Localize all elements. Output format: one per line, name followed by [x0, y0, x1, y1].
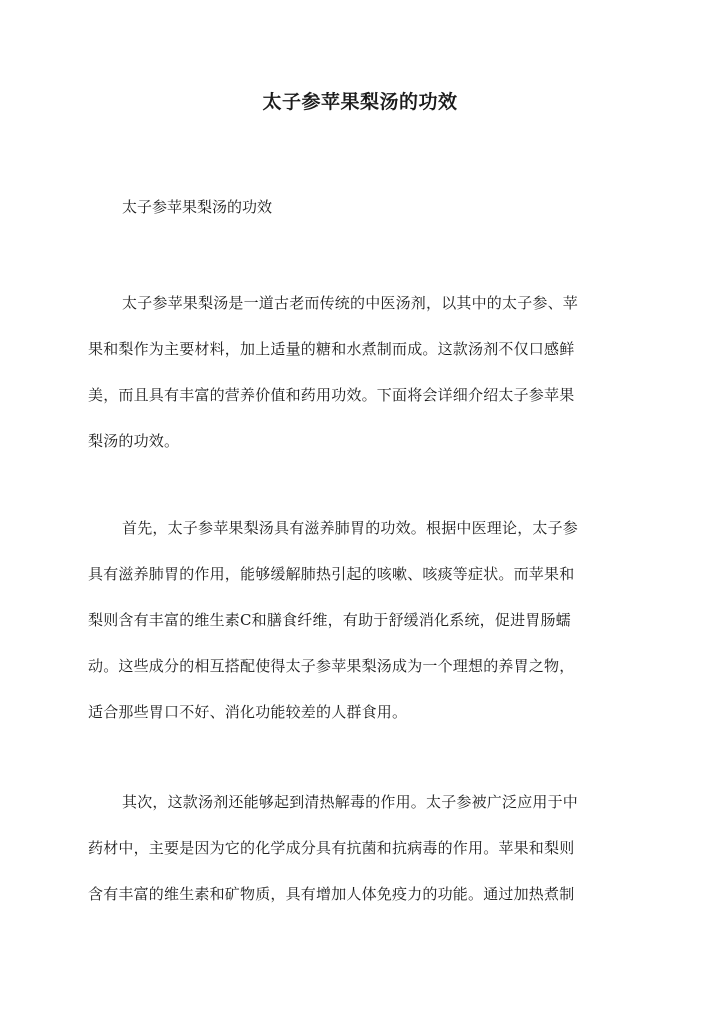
paragraph-intro [88, 292, 578, 476]
paragraph-line: 果和梨作为主要材料，加上适量的糖和水煮制而成。这款汤剂不仅口感鲜 [88, 340, 575, 358]
paragraph-line: 梨则含有丰富的维生素C和膳食纤维，有助于舒缓消化系统，促进胃肠蠕 [88, 611, 571, 629]
paragraph-line: 动。这些成分的相互搭配使得太子参苹果梨汤成为一个理想的养胃之物， [88, 657, 575, 675]
section-heading: 太子参苹果梨汤的功效 [122, 198, 273, 216]
paragraph-line: 适合那些胃口不好、消化功能较差的人群食用。 [88, 703, 408, 721]
paragraph-line: 首先，太子参苹果梨汤具有滋养肺胃的功效。根据中医理论，太子参 [122, 519, 579, 537]
paragraph-line: 含有丰富的维生素和矿物质，具有增加人体免疫力的功能。通过加热煮制 [88, 885, 575, 903]
paragraph-line: 药材中，主要是因为它的化学成分具有抗菌和抗病毒的作用。苹果和梨则 [88, 839, 575, 857]
paragraph-second-benefit [88, 791, 578, 929]
page-title: 太子参苹果梨汤的功效 [262, 91, 458, 113]
paragraph-line: 其次，这款汤剂还能够起到清热解毒的作用。太子参被广泛应用于中 [122, 793, 579, 811]
paragraph-line: 太子参苹果梨汤是一道古老而传统的中医汤剂，以其中的太子参、苹 [122, 294, 579, 312]
paragraph-line: 具有滋养肺胃的作用，能够缓解肺热引起的咳嗽、咳痰等症状。而苹果和 [88, 565, 575, 583]
paragraph-line: 美，而且具有丰富的营养价值和药用功效。下面将会详细介绍太子参苹果 [88, 386, 575, 404]
paragraph-first-benefit [88, 517, 578, 747]
paragraph-line: 梨汤的功效。 [88, 432, 180, 450]
